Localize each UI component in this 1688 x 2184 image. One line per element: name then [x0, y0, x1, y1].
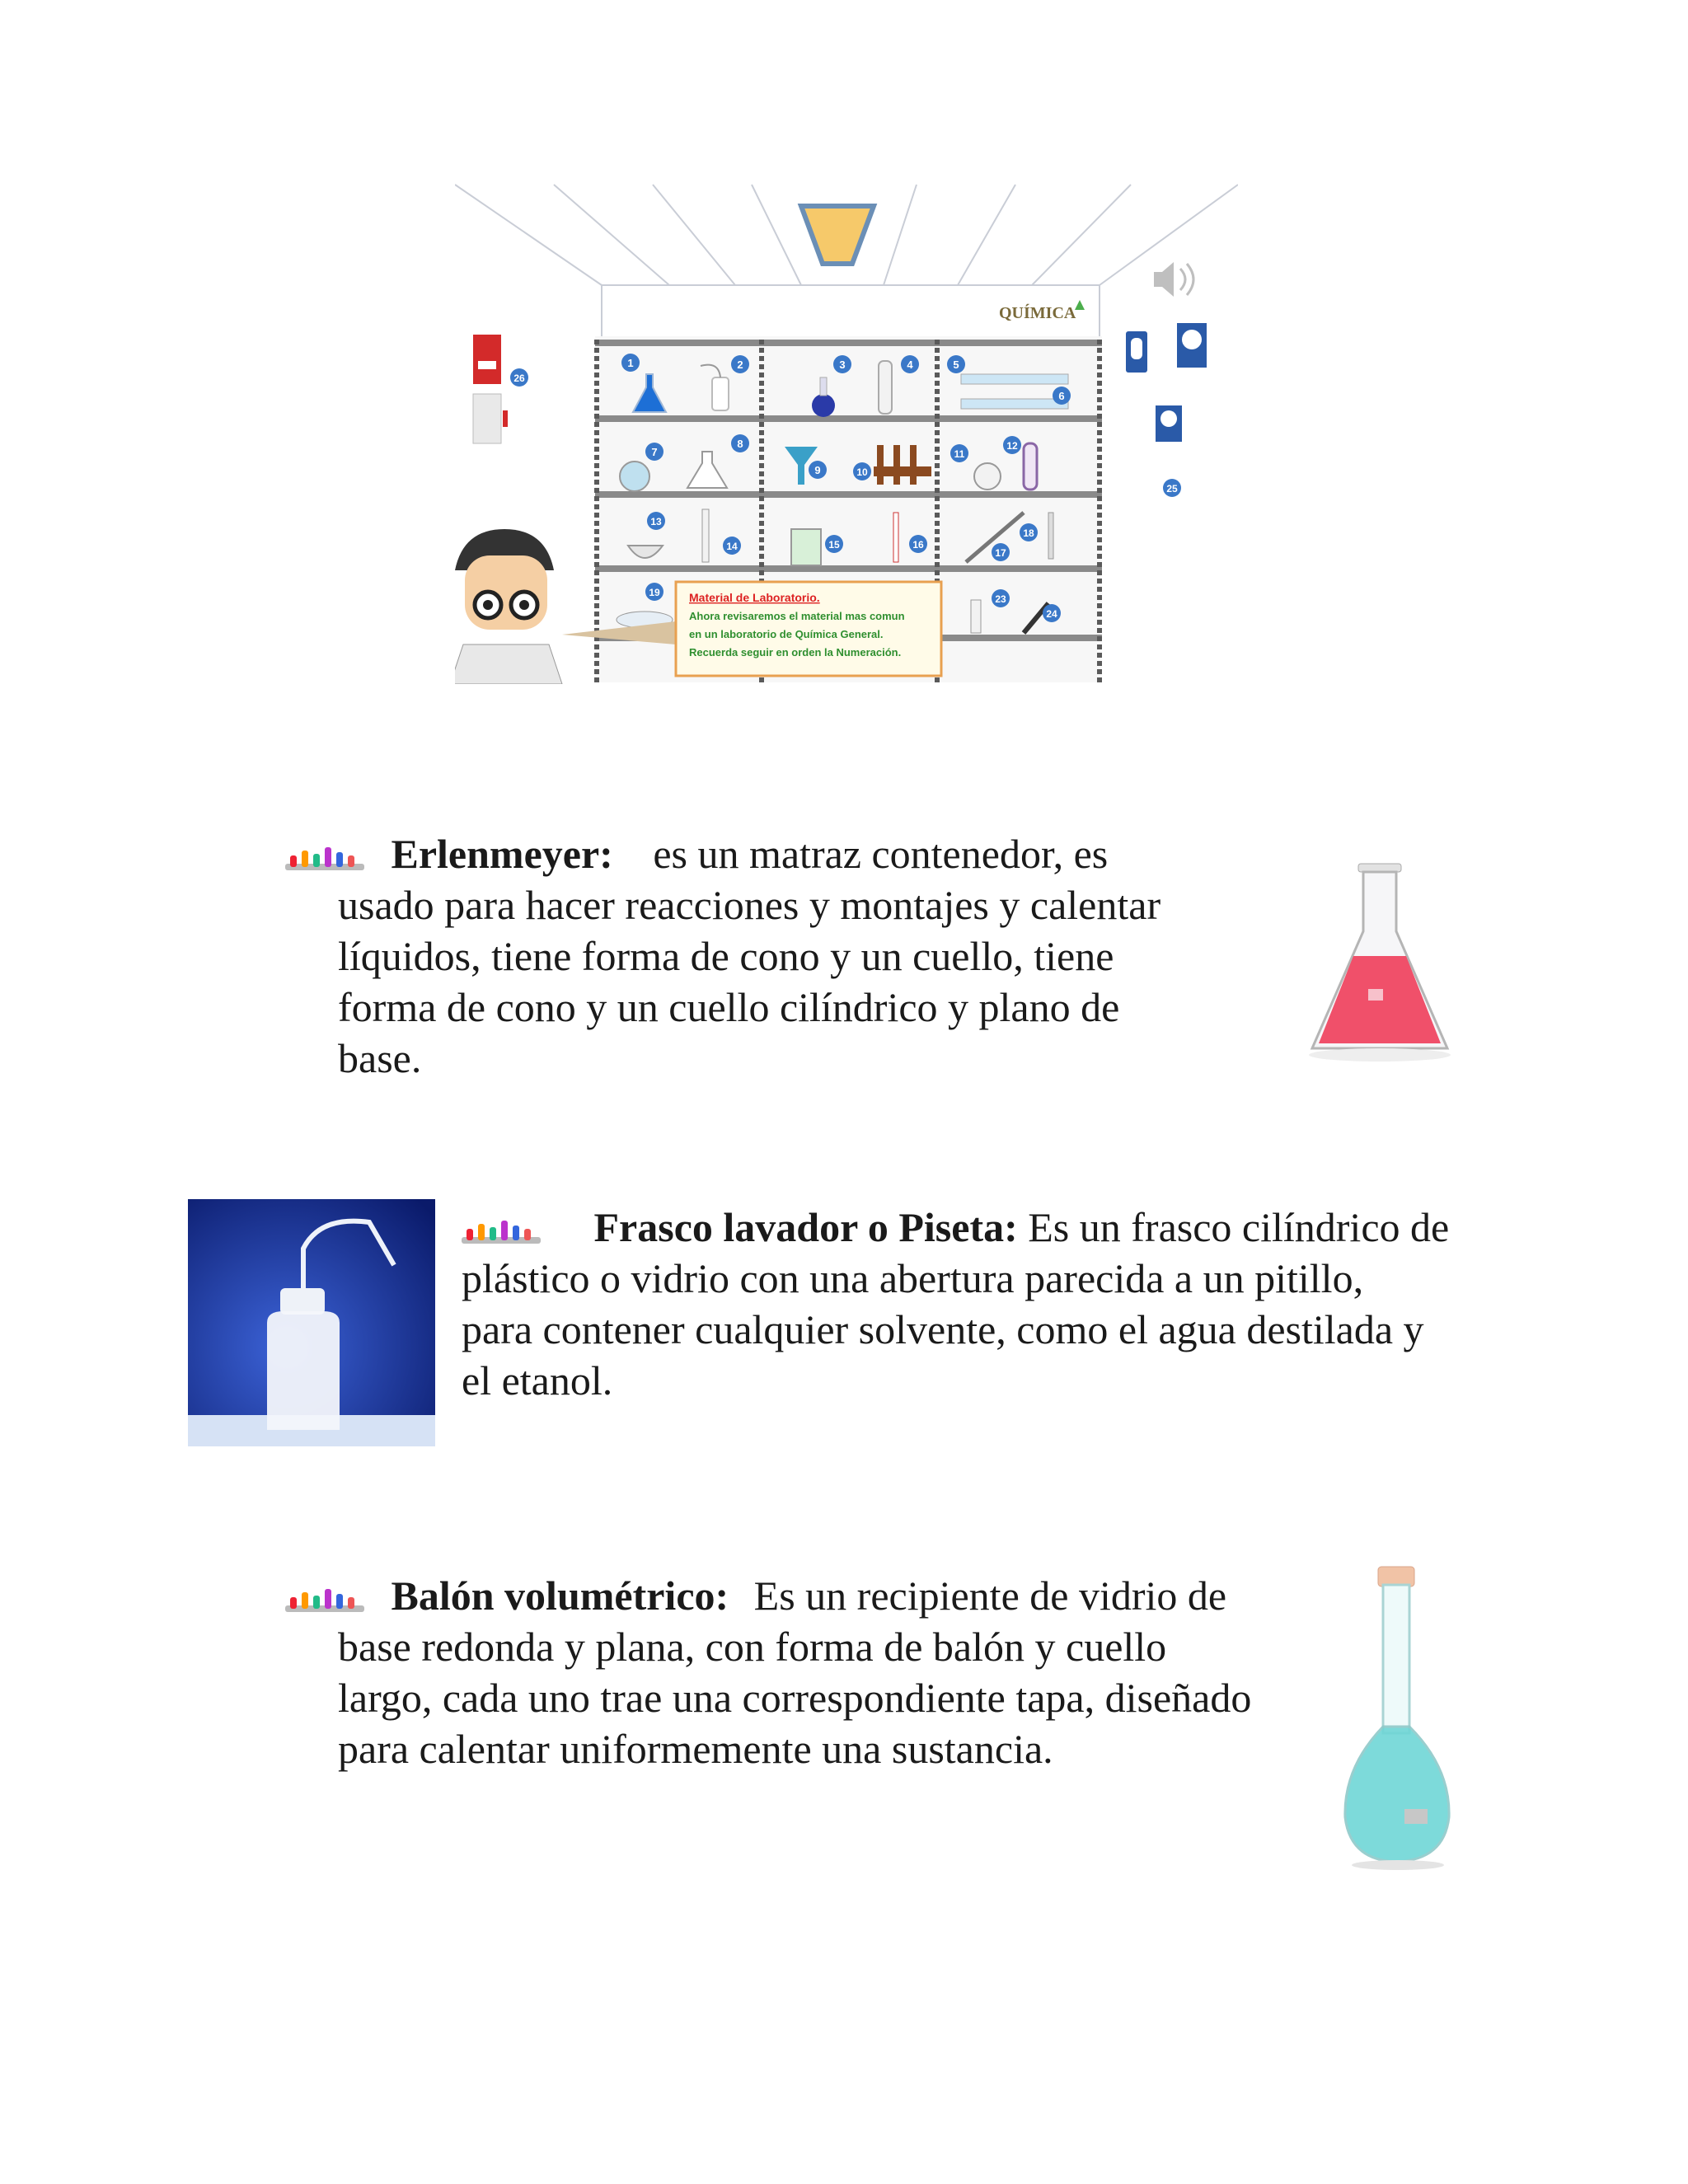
- volumetric-flask-description: [285, 1570, 1299, 1774]
- svg-text:10: 10: [856, 466, 868, 478]
- erlenmeyer-text-inline: es un matraz contenedor, es: [653, 831, 1109, 877]
- piseta-line: para contener cualquier solvente, como el agua destilada y: [462, 1306, 1424, 1352]
- svg-text:11: 11: [954, 448, 965, 460]
- svg-text:8: 8: [737, 438, 743, 450]
- piseta-term: Frasco lavador o Piseta:: [593, 1204, 1018, 1250]
- svg-text:16: 16: [912, 539, 924, 551]
- safety-signs: [1126, 323, 1207, 442]
- svg-text:6: 6: [1058, 390, 1065, 402]
- svg-text:2: 2: [737, 359, 743, 371]
- piseta-line: plástico o vidrio con una abertura parecida a un pitillo,: [462, 1255, 1364, 1301]
- svg-text:en un laboratorio de Química G: en un laboratorio de Química General.: [689, 628, 884, 640]
- svg-text:25: 25: [1166, 483, 1178, 494]
- wash-bottle-image: [188, 1199, 435, 1446]
- erlenmeyer-line: forma de cono y un cuello cilíndrico y plano de: [338, 984, 1120, 1030]
- svg-text:13: 13: [650, 516, 662, 527]
- test-tubes-bullet-icon: [285, 1586, 364, 1615]
- erlenmeyer-line: usado para hacer reacciones y montajes y calentar: [338, 882, 1161, 928]
- test-tubes-bullet-icon: [462, 1217, 541, 1247]
- scientist-character: [455, 529, 562, 684]
- svg-text:26: 26: [513, 373, 525, 384]
- piseta-description: [462, 1202, 1492, 1406]
- ceiling-lamp-icon: [801, 206, 874, 264]
- svg-text:18: 18: [1023, 527, 1034, 539]
- svg-text:4: 4: [907, 359, 913, 371]
- volumetric-flask-text-inline: Es un recipiente de vidrio de: [753, 1572, 1227, 1619]
- speaker-icon[interactable]: [1154, 262, 1193, 297]
- erlenmeyer-line: líquidos, tiene forma de cono y un cuello, tiene: [338, 933, 1114, 979]
- volumetric-flask-line: base redonda y plana, con forma de balón y cuello: [338, 1624, 1167, 1670]
- svg-text:1: 1: [627, 357, 634, 369]
- svg-text:17: 17: [995, 547, 1006, 559]
- svg-text:Recuerda seguir en orden la Nu: Recuerda seguir en orden la Numeración.: [689, 646, 902, 658]
- erlenmeyer-flask-image: [1302, 857, 1467, 1071]
- svg-text:9: 9: [814, 464, 821, 476]
- erlenmeyer-line: base.: [338, 1035, 422, 1081]
- svg-text:7: 7: [651, 446, 658, 458]
- svg-text:24: 24: [1046, 608, 1057, 620]
- volumetric-flask-image: [1327, 1562, 1475, 1875]
- erlenmeyer-description: [285, 828, 1233, 1084]
- erlenmeyer-term: Erlenmeyer:: [391, 831, 613, 877]
- svg-text:12: 12: [1006, 440, 1018, 452]
- svg-text:Material de Laboratorio.: Material de Laboratorio.: [689, 591, 820, 604]
- fire-extinguisher-sign: [473, 335, 508, 443]
- lab-shelf-illustration: [455, 183, 1238, 684]
- volumetric-flask-line: para calentar uniformemente una sustancia.: [338, 1726, 1053, 1772]
- piseta-line: el etanol.: [462, 1357, 613, 1404]
- test-tubes-bullet-icon: [285, 844, 364, 874]
- svg-text:14: 14: [726, 541, 738, 552]
- volumetric-flask-line: largo, cada uno trae una correspondiente tapa, diseñado: [338, 1675, 1252, 1721]
- piseta-text-inline: Es un frasco cilíndrico de: [1028, 1204, 1450, 1250]
- quimica-logo: QUÍMICA: [999, 304, 1076, 322]
- volumetric-flask-term: Balón volumétrico:: [391, 1572, 729, 1619]
- svg-text:3: 3: [839, 359, 846, 371]
- svg-text:19: 19: [649, 587, 660, 598]
- svg-text:15: 15: [828, 539, 840, 551]
- svg-text:23: 23: [995, 593, 1006, 605]
- svg-text:Ahora revisaremos el material: Ahora revisaremos el material mas comun: [689, 610, 905, 622]
- svg-text:5: 5: [953, 359, 959, 371]
